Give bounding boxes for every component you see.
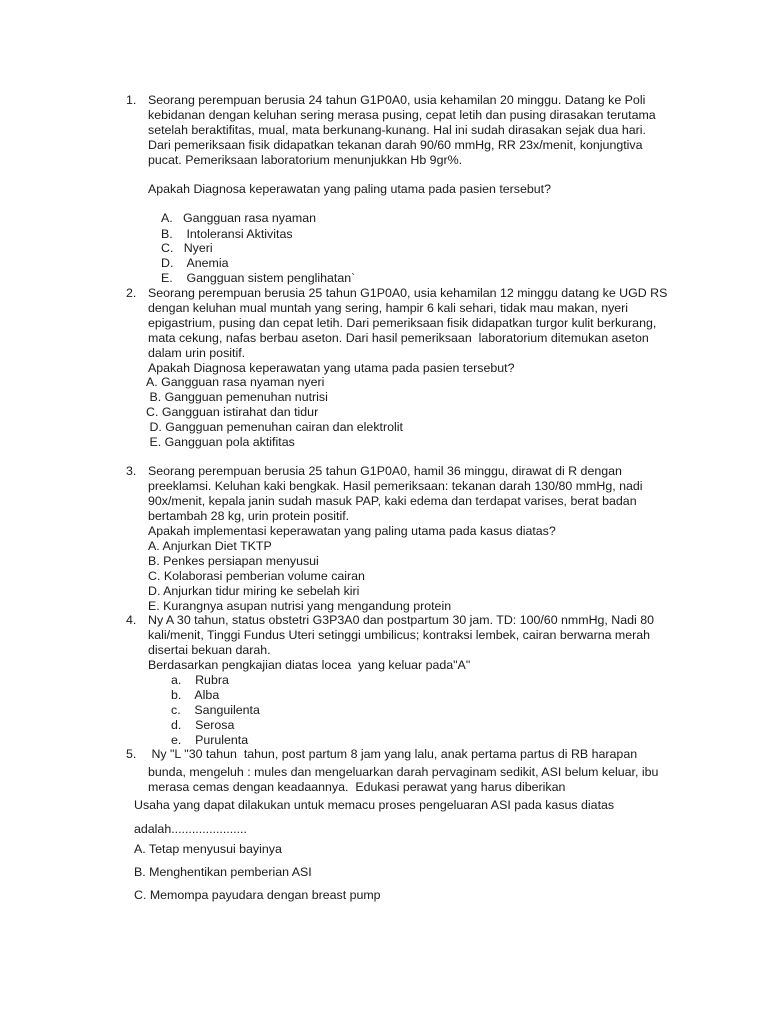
question-1-stem-line: pucat. Pemeriksaan laboratorium menunjukkan Hb 9gr%. bbox=[148, 153, 463, 167]
question-1-number: 1. bbox=[126, 93, 137, 107]
question-3-stem-line: 90x/menit, kepala janin sudah masuk PAP, kaki edema dan terdapat varises, berat badan bbox=[148, 494, 637, 508]
question-4-option-c: c. Sanguilenta bbox=[171, 703, 260, 717]
question-4-stem-line: disertai bekuan darah. bbox=[148, 643, 271, 657]
question-2-option-d: D. Gangguan pemenuhan cairan dan elektrolit bbox=[146, 420, 403, 434]
question-5-stem-line: merasa cemas dengan keadaannya. Edukasi perawat yang harus diberikan bbox=[148, 780, 566, 794]
question-5-stem-line: bunda, mengeluh : mules dan mengeluarkan darah pervaginam sedikit, ASI belum keluar, ibu bbox=[148, 765, 659, 779]
question-1-option-b: B. Intoleransi Aktivitas bbox=[161, 227, 293, 241]
question-3-stem-line: Seorang perempuan berusia 25 tahun G1P0A0, hamil 36 minggu, dirawat di R dengan bbox=[148, 464, 622, 478]
question-1-option-d: D. Anemia bbox=[161, 256, 229, 270]
question-2-stem-line: epigastrium, pusing dan cepat letih. Dari pemeriksaan fisik didapatkan turgor kulit berkurang, bbox=[148, 316, 657, 330]
question-3-option-b: B. Penkes persiapan menyusui bbox=[148, 554, 319, 568]
question-3-stem-line: bertambah 28 kg, urin protein positif. bbox=[148, 509, 350, 523]
question-2-stem-line: mata cekung, nafas berbau aseton. Dari hasil pemeriksaan laboratorium ditemukan aseton bbox=[148, 331, 649, 345]
question-4-stem-line: kali/menit, Tinggi Fundus Uteri setinggi umbilicus; kontraksi lembek, cairan berwarna merah bbox=[148, 628, 651, 642]
question-3-option-c: C. Kolaborasi pemberian volume cairan bbox=[148, 569, 365, 583]
question-5-option-c: C. Memompa payudara dengan breast pump bbox=[134, 888, 381, 902]
question-4-number: 4. bbox=[126, 613, 137, 627]
question-5-option-a: A. Tetap menyusui bayinya bbox=[134, 842, 282, 856]
question-2-stem-line: Seorang perempuan berusia 25 tahun G1P0A0, usia kehamilan 12 minggu datang ke UGD RS bbox=[148, 286, 668, 300]
question-4-option-d: d. Serosa bbox=[171, 718, 235, 732]
question-2-option-a: A. Gangguan rasa nyaman nyeri bbox=[146, 375, 325, 389]
question-4-stem-line: Ny A 30 tahun, status obstetri G3P3A0 dan postpartum 30 jam. TD: 100/60 nmmHg, Nadi 80 bbox=[148, 613, 655, 627]
question-4-option-e: e. Purulenta bbox=[171, 733, 249, 747]
question-3-option-d: D. Anjurkan tidur miring ke sebelah kiri bbox=[148, 584, 360, 598]
question-2-prompt: Apakah Diagnosa keperawatan yang utama pada pasien tersebut? bbox=[148, 361, 515, 375]
question-2-option-b: B. Gangguan pemenuhan nutrisi bbox=[146, 390, 328, 404]
question-4-option-b: b. Alba bbox=[171, 688, 220, 702]
question-1-stem-line: setelah beraktifitas, mual, mata berkunang-kunang. Hal ini sudah dirasakan sejak dua hari. bbox=[148, 123, 646, 137]
question-1-stem-line: Seorang perempuan berusia 24 tahun G1P0A0, usia kehamilan 20 minggu. Datang ke Poli bbox=[148, 93, 646, 107]
question-3-prompt: Apakah implementasi keperawatan yang paling utama pada kasus diatas? bbox=[148, 524, 556, 538]
question-5-prompt: adalah...................... bbox=[134, 822, 247, 836]
question-1-option-a: A. Gangguan rasa nyaman bbox=[161, 211, 316, 225]
question-3-stem-line: preeklamsi. Keluhan kaki bengkak. Hasil pemeriksaan: tekanan darah 130/80 mmHg, nadi bbox=[148, 479, 643, 493]
question-1-option-e: E. Gangguan sistem penglihatan` bbox=[161, 271, 356, 285]
question-1-option-c: C. Nyeri bbox=[161, 241, 213, 255]
question-2-number: 2. bbox=[126, 286, 137, 300]
question-2-option-c: C. Gangguan istirahat dan tidur bbox=[146, 405, 319, 419]
question-5-stem-line: Ny "L "30 tahun tahun, post partum 8 jam yang lalu, anak pertama partus di RB harapan bbox=[148, 747, 638, 761]
question-1-prompt: Apakah Diagnosa keperawatan yang paling utama pada pasien tersebut? bbox=[148, 182, 551, 196]
question-2-stem-line: dengan keluhan mual muntah yang sering, hampir 6 kali sehari, tidak mau makan, nyeri bbox=[148, 301, 629, 315]
question-4-option-a: a. Rubra bbox=[171, 673, 229, 687]
question-5-number: 5. bbox=[126, 747, 137, 761]
question-2-option-e: E. Gangguan pola aktifitas bbox=[146, 435, 295, 449]
question-4-prompt: Berdasarkan pengkajian diatas locea yang keluar pada"A" bbox=[148, 658, 471, 672]
question-5-prompt: Usaha yang dapat dilakukan untuk memacu proses pengeluaran ASI pada kasus diatas bbox=[134, 798, 615, 812]
question-1-stem-line: Dari pemeriksaan fisik didapatkan tekanan darah 90/60 mmHg, RR 23x/menit, konjungtiva bbox=[148, 138, 643, 152]
question-2-stem-line: dalam urin positif. bbox=[148, 346, 246, 360]
question-3-option-e: E. Kurangnya asupan nutrisi yang mengandung protein bbox=[148, 599, 452, 613]
question-3-option-a: A. Anjurkan Diet TKTP bbox=[148, 539, 272, 553]
question-3-number: 3. bbox=[126, 464, 137, 478]
question-5-option-b: B. Menghentikan pemberian ASI bbox=[134, 865, 312, 879]
question-1-stem-line: kebidanan dengan keluhan sering merasa pusing, cepat letih dan pusing dirasakan terutama bbox=[148, 108, 656, 122]
